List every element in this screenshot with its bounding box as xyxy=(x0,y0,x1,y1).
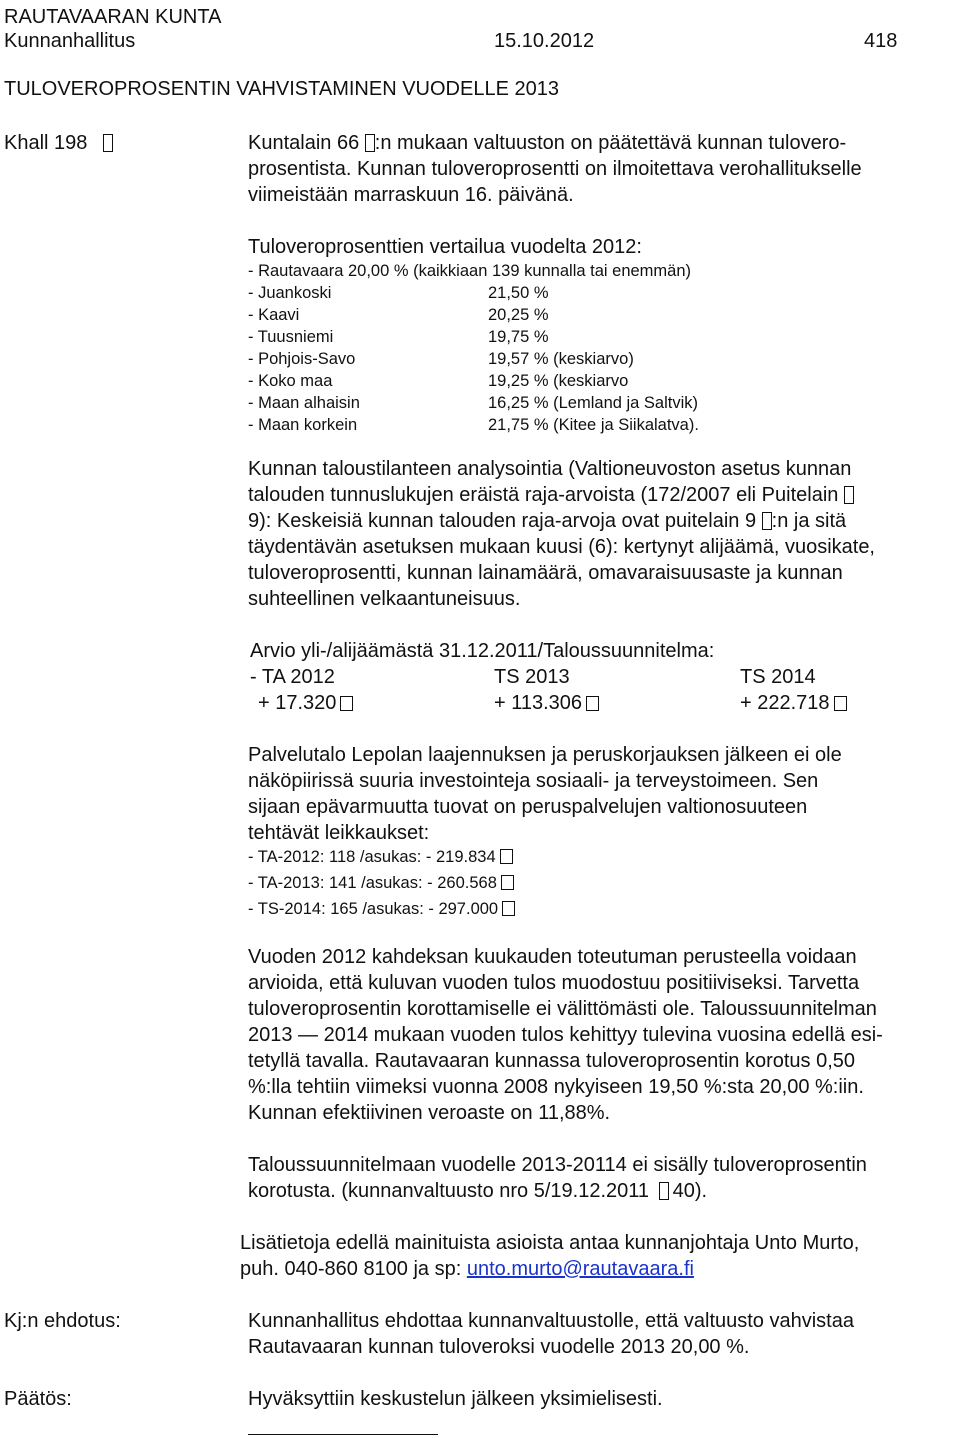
estimate-col1-value: + 17.320 xyxy=(258,690,353,716)
comparison-municipality: - Koko maa xyxy=(248,372,333,390)
section-sign-glyph xyxy=(762,512,772,530)
comparison-row xyxy=(248,282,808,304)
contact-line: Lisätietoja edellä mainituista asioista antaa kunnanjohtaja Unto Murto, xyxy=(240,1232,860,1254)
analysis-line: suhteellinen velkaantuneisuus. xyxy=(248,588,521,610)
document-title: TULOVEROPROSENTIN VAHVISTAMINEN VUODELLE 2013 xyxy=(4,78,559,100)
analysis-line: talouden tunnuslukujen eräistä raja-arvoista (172/2007 eli Puitelain xyxy=(248,482,854,508)
euro-sign-glyph xyxy=(586,696,599,711)
comparison-row xyxy=(248,370,808,392)
analysis-line: Kunnan taloustilanteen analysointia (Valtioneuvoston asetus kunnan xyxy=(248,458,852,480)
comparison-rate: 19,75 % xyxy=(488,328,549,346)
comparison-row xyxy=(248,304,808,326)
reference-number: Khall 198 xyxy=(4,130,113,156)
forecast-line: tetyllä tavalla. Rautavaaran kunnassa tuloveroprosentin korotus 0,50 xyxy=(248,1050,856,1072)
estimate-col3-value: + 222.718 xyxy=(740,690,847,716)
comparison-municipality: - Kaavi xyxy=(248,306,300,324)
euro-sign-glyph xyxy=(502,901,515,916)
comparison-row xyxy=(248,392,808,414)
comparison-municipality: - Pohjois-Savo xyxy=(248,350,356,368)
comparison-rate: 21,75 % (Kitee ja Siikalatva). xyxy=(488,416,699,434)
comparison-row xyxy=(248,348,808,370)
forecast-line: Vuoden 2012 kahdeksan kuukauden toteutuman perusteella voidaan xyxy=(248,946,857,968)
estimate-col2-label: TS 2013 xyxy=(494,666,570,688)
comparison-municipality: - Juankoski xyxy=(248,284,332,302)
proposal-line: Kunnanhallitus ehdottaa kunnanvaltuustolle, että valtuusto vahvistaa xyxy=(248,1310,854,1332)
analysis-line: täydentävän asetuksen mukaan kuusi (6): kertynyt alijäämä, vuosikate, xyxy=(248,536,875,558)
service-line: näköpiirissä suuria investointeja sosiaali- ja terveystoimeen. Sen xyxy=(248,770,819,792)
intro-line: viimeistään marraskuun 16. päivänä. xyxy=(248,184,574,206)
comparison-rate: 19,25 % (keskiarvo xyxy=(488,372,629,390)
comparison-row xyxy=(248,326,808,348)
comparison-first-line: - Rautavaara 20,00 % (kaikkiaan 139 kunnalla tai enemmän) xyxy=(248,262,692,280)
email-link[interactable]: unto.murto@rautavaara.fi xyxy=(466,1258,694,1280)
comparison-rate: 21,50 % xyxy=(488,284,549,302)
estimate-heading: Arvio yli-/alijäämästä 31.12.2011/Taloussuunnitelma: xyxy=(250,640,715,662)
decision-label: Päätös: xyxy=(4,1388,72,1410)
estimate-col1-label: - TA 2012 xyxy=(250,666,335,688)
service-line: Palvelutalo Lepolan laajennuksen ja peruskorjauksen jälkeen ei ole xyxy=(248,744,842,766)
analysis-line: tuloveroprosentti, kunnan lainamäärä, omavaraisuusaste ja kunnan xyxy=(248,562,843,584)
comparison-heading: Tuloveroprosenttien vertailua vuodelta 2012: xyxy=(248,236,642,258)
meeting-date: 15.10.2012 xyxy=(494,30,595,52)
cut-item: - TS-2014: 165 /asukas: - 297.000 xyxy=(248,898,515,920)
decision-text: Hyväksyttiin keskustelun jälkeen yksimielisesti. xyxy=(248,1388,663,1410)
plan-line: Taloussuunnitelmaan vuodelle 2013-20114 ei sisälly tuloveroprosentin xyxy=(248,1154,867,1176)
cut-item: - TA-2013: 141 /asukas: - 260.568 xyxy=(248,872,514,894)
forecast-line: tuloveroprosentin korottamiselle ei välittömästi ole. Taloussuunnitelman xyxy=(248,998,877,1020)
comparison-rate: 19,57 % (keskiarvo) xyxy=(488,350,634,368)
cut-item: - TA-2012: 118 /asukas: - 219.834 xyxy=(248,846,513,868)
comparison-municipality: - Maan korkein xyxy=(248,416,358,434)
intro-line: prosentista. Kunnan tuloveroprosentti on ilmoitettava verohallitukselle xyxy=(248,158,862,180)
intro-line: Kuntalain 66 :n mukaan valtuuston on päätettävä kunnan tulovero- xyxy=(248,132,847,154)
org-name: RAUTAVAARAN KUNTA xyxy=(4,6,222,28)
signature-line xyxy=(248,1434,438,1435)
contact-line: puh. 040-860 8100 ja sp: unto.murto@rautavaara.fi xyxy=(240,1258,694,1280)
page-number: 418 xyxy=(864,30,898,52)
analysis-line: 9): Keskeisiä kunnan talouden raja-arvoja ovat puitelain 9 :n ja sitä xyxy=(248,510,847,532)
comparison-row xyxy=(248,414,808,436)
body-name: Kunnanhallitus xyxy=(4,30,136,52)
section-sign-glyph xyxy=(103,134,113,152)
euro-sign-glyph xyxy=(834,696,847,711)
proposal-label: Kj:n ehdotus: xyxy=(4,1310,121,1332)
forecast-line: 2013 — 2014 mukaan vuoden tulos kehittyy tulevina vuosina edellä esi- xyxy=(248,1024,883,1046)
forecast-line: %:lla tehtiin viimeksi vuonna 2008 nykyiseen 19,50 %:sta 20,00 %:iin. xyxy=(248,1076,864,1098)
estimate-col2-value: + 113.306 xyxy=(494,690,599,716)
section-sign-glyph xyxy=(659,1182,669,1200)
euro-sign-glyph xyxy=(340,696,353,711)
service-line: sijaan epävarmuutta tuovat on peruspalvelujen valtionosuuteen xyxy=(248,796,808,818)
comparison-rate: 20,25 % xyxy=(488,306,549,324)
forecast-line: Kunnan efektiivinen veroaste on 11,88%. xyxy=(248,1102,611,1124)
euro-sign-glyph xyxy=(500,849,513,864)
comparison-municipality: - Tuusniemi xyxy=(248,328,334,346)
euro-sign-glyph xyxy=(501,875,514,890)
service-line: tehtävät leikkaukset: xyxy=(248,822,430,844)
proposal-line: Rautavaaran kunnan tuloveroksi vuodelle 2013 20,00 %. xyxy=(248,1336,750,1358)
estimate-col3-label: TS 2014 xyxy=(740,666,816,688)
section-sign-glyph xyxy=(365,134,375,152)
plan-line: korotusta. (kunnanvaltuusto nro 5/19.12.2011 40). xyxy=(248,1180,708,1202)
comparison-rate: 16,25 % (Lemland ja Saltvik) xyxy=(488,394,699,412)
section-sign-glyph xyxy=(844,486,854,504)
forecast-line: arvioida, että kuluvan vuoden tulos muodostuu positiiviseksi. Tarvetta xyxy=(248,972,860,994)
comparison-municipality: - Maan alhaisin xyxy=(248,394,360,412)
